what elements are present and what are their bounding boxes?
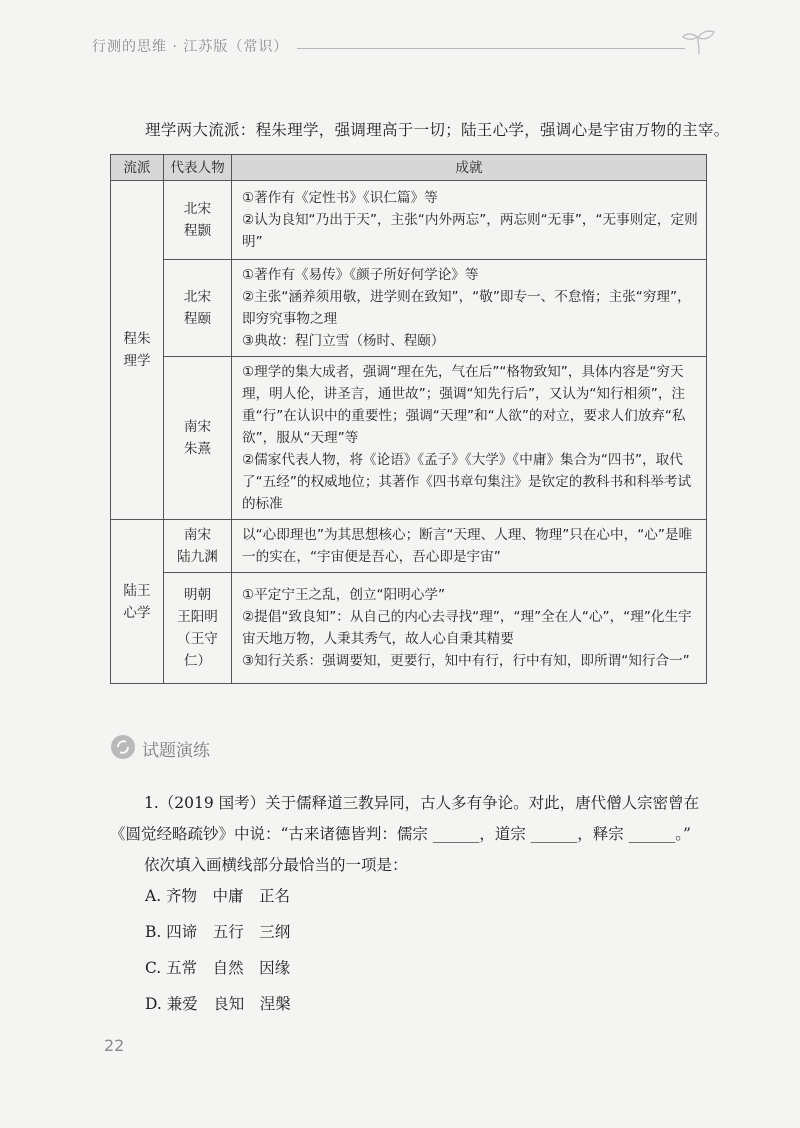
intro-text: 理学两大流派：程朱理学，强调理高于一切；陆王心学，强调心是宇宙万物的主宰。 <box>145 121 730 139</box>
person-cell <box>164 520 232 573</box>
option-c: C. 五常 自然 因缘 <box>145 959 291 977</box>
achievement-item: ①平定宁王之乱，创立“阳明心学” <box>242 587 445 603</box>
person-cell <box>164 357 232 520</box>
achievement-item: 以“心即理也”为其思想核心；断言“天理、人理、物理”只在心中，“心”是唯一的实在，“宇宙便是吾心，吾心即是宇宙” <box>242 527 693 565</box>
achievement-item: ②儒家代表人物，将《论语》《孟子》《大学》《中庸》集合为“四书”，取代了“五经”的权威地位；其著作《四书章句集注》是钦定的教科书和科举考试的标准 <box>242 452 692 512</box>
table-row <box>111 573 707 684</box>
header-achievement: 成就 <box>232 155 707 181</box>
person-dynasty: 北宋 <box>183 289 212 305</box>
person-name: 朱熹 <box>183 441 212 457</box>
question-stem <box>110 788 710 881</box>
person-name: 陆九渊 <box>177 549 218 565</box>
achievement-cell <box>232 573 707 684</box>
book-title: 行测的思维 · 江苏版（常识） <box>92 39 289 55</box>
table-row <box>111 260 707 357</box>
option-b: B. 四谛 五行 三纲 <box>145 923 291 941</box>
person-dynasty: 明朝 <box>183 587 212 603</box>
person-dynasty: 南宋 <box>183 527 212 543</box>
sprout-icon <box>681 28 717 56</box>
person-name: 程颢 <box>183 223 212 239</box>
page-number: 22 <box>104 1036 125 1055</box>
person-name: 王阳明 <box>177 609 218 625</box>
person-name: 程颐 <box>183 311 212 327</box>
person-cell <box>164 573 232 684</box>
answer-options <box>145 878 545 1022</box>
person-cell <box>164 181 232 260</box>
option-a: A. 齐物 中庸 正名 <box>145 887 291 905</box>
page-header <box>92 34 732 60</box>
achievement-cell <box>232 260 707 357</box>
achievement-cell <box>232 181 707 260</box>
question-line: 《圆觉经略疏钞》中说：“古来诸德皆判：儒宗 ______，道宗 ______，释宗 ______。” <box>110 825 691 843</box>
question-line: 依次填入画横线部分最恰当的一项是： <box>144 856 408 874</box>
header-school: 流派 <box>111 155 164 181</box>
achievement-item: ②认为良知“乃出于天”，主张“内外两忘”，两忘则“无事”，“无事则定，定则明” <box>242 212 698 250</box>
achievement-item: ③典故：程门立雪（杨时、程颐） <box>242 333 445 349</box>
achievement-item: ①理学的集大成者，强调“理在先，气在后”“格物致知”，具体内容是“穷天理，明人伦，讲圣言，通世故”；强调“知先行后”，又认为“知行相须”，注重“行”在认识中的重要性；强调“天理”和“人欲”的对立，要求人们放弃“私欲”，服从“天理”等 <box>242 364 686 446</box>
option-d: D. 兼爱 良知 涅槃 <box>145 995 291 1013</box>
table-row <box>111 357 707 520</box>
achievement-cell <box>232 520 707 573</box>
person-dynasty: 北宋 <box>183 201 212 217</box>
achievement-cell <box>232 357 707 520</box>
achievement-item: ③知行关系：强调要知，更要行，知中有行，行中有知，即所谓“知行合一” <box>242 653 690 669</box>
question-line: 1.（2019 国考）关于儒释道三教异同，古人多有争论。对此，唐代僧人宗密曾在 <box>144 794 700 812</box>
achievement-item: ①著作有《易传》《颜子所好何学论》等 <box>242 267 479 283</box>
philosophy-schools-table <box>110 154 707 684</box>
person-cell <box>164 260 232 357</box>
achievement-item: ①著作有《定性书》《识仁篇》等 <box>242 190 438 206</box>
header-person: 代表人物 <box>164 155 232 181</box>
school-cell: 陆王心学 <box>111 520 164 684</box>
person-dynasty: 南宋 <box>183 419 212 435</box>
achievement-item: ②主张“涵养须用敬，进学则在致知”，“敬”即专一、不怠惰；主张“穷理”，即穷究事物之理 <box>242 289 691 327</box>
achievement-item: ②提倡“致良知”：从自己的内心去寻找“理”，“理”全在人“心”，“理”化生宇宙天地万物，人秉其秀气，故人心自秉其精要 <box>242 609 692 647</box>
section-title: 试题演练 <box>142 741 210 761</box>
table-header-row <box>111 155 707 181</box>
table-row <box>111 520 707 573</box>
practice-icon <box>110 734 136 760</box>
header-rule <box>297 48 685 49</box>
school-cell: 程朱理学 <box>111 181 164 520</box>
person-alias: （王守仁） <box>177 631 218 669</box>
table-row <box>111 181 707 260</box>
